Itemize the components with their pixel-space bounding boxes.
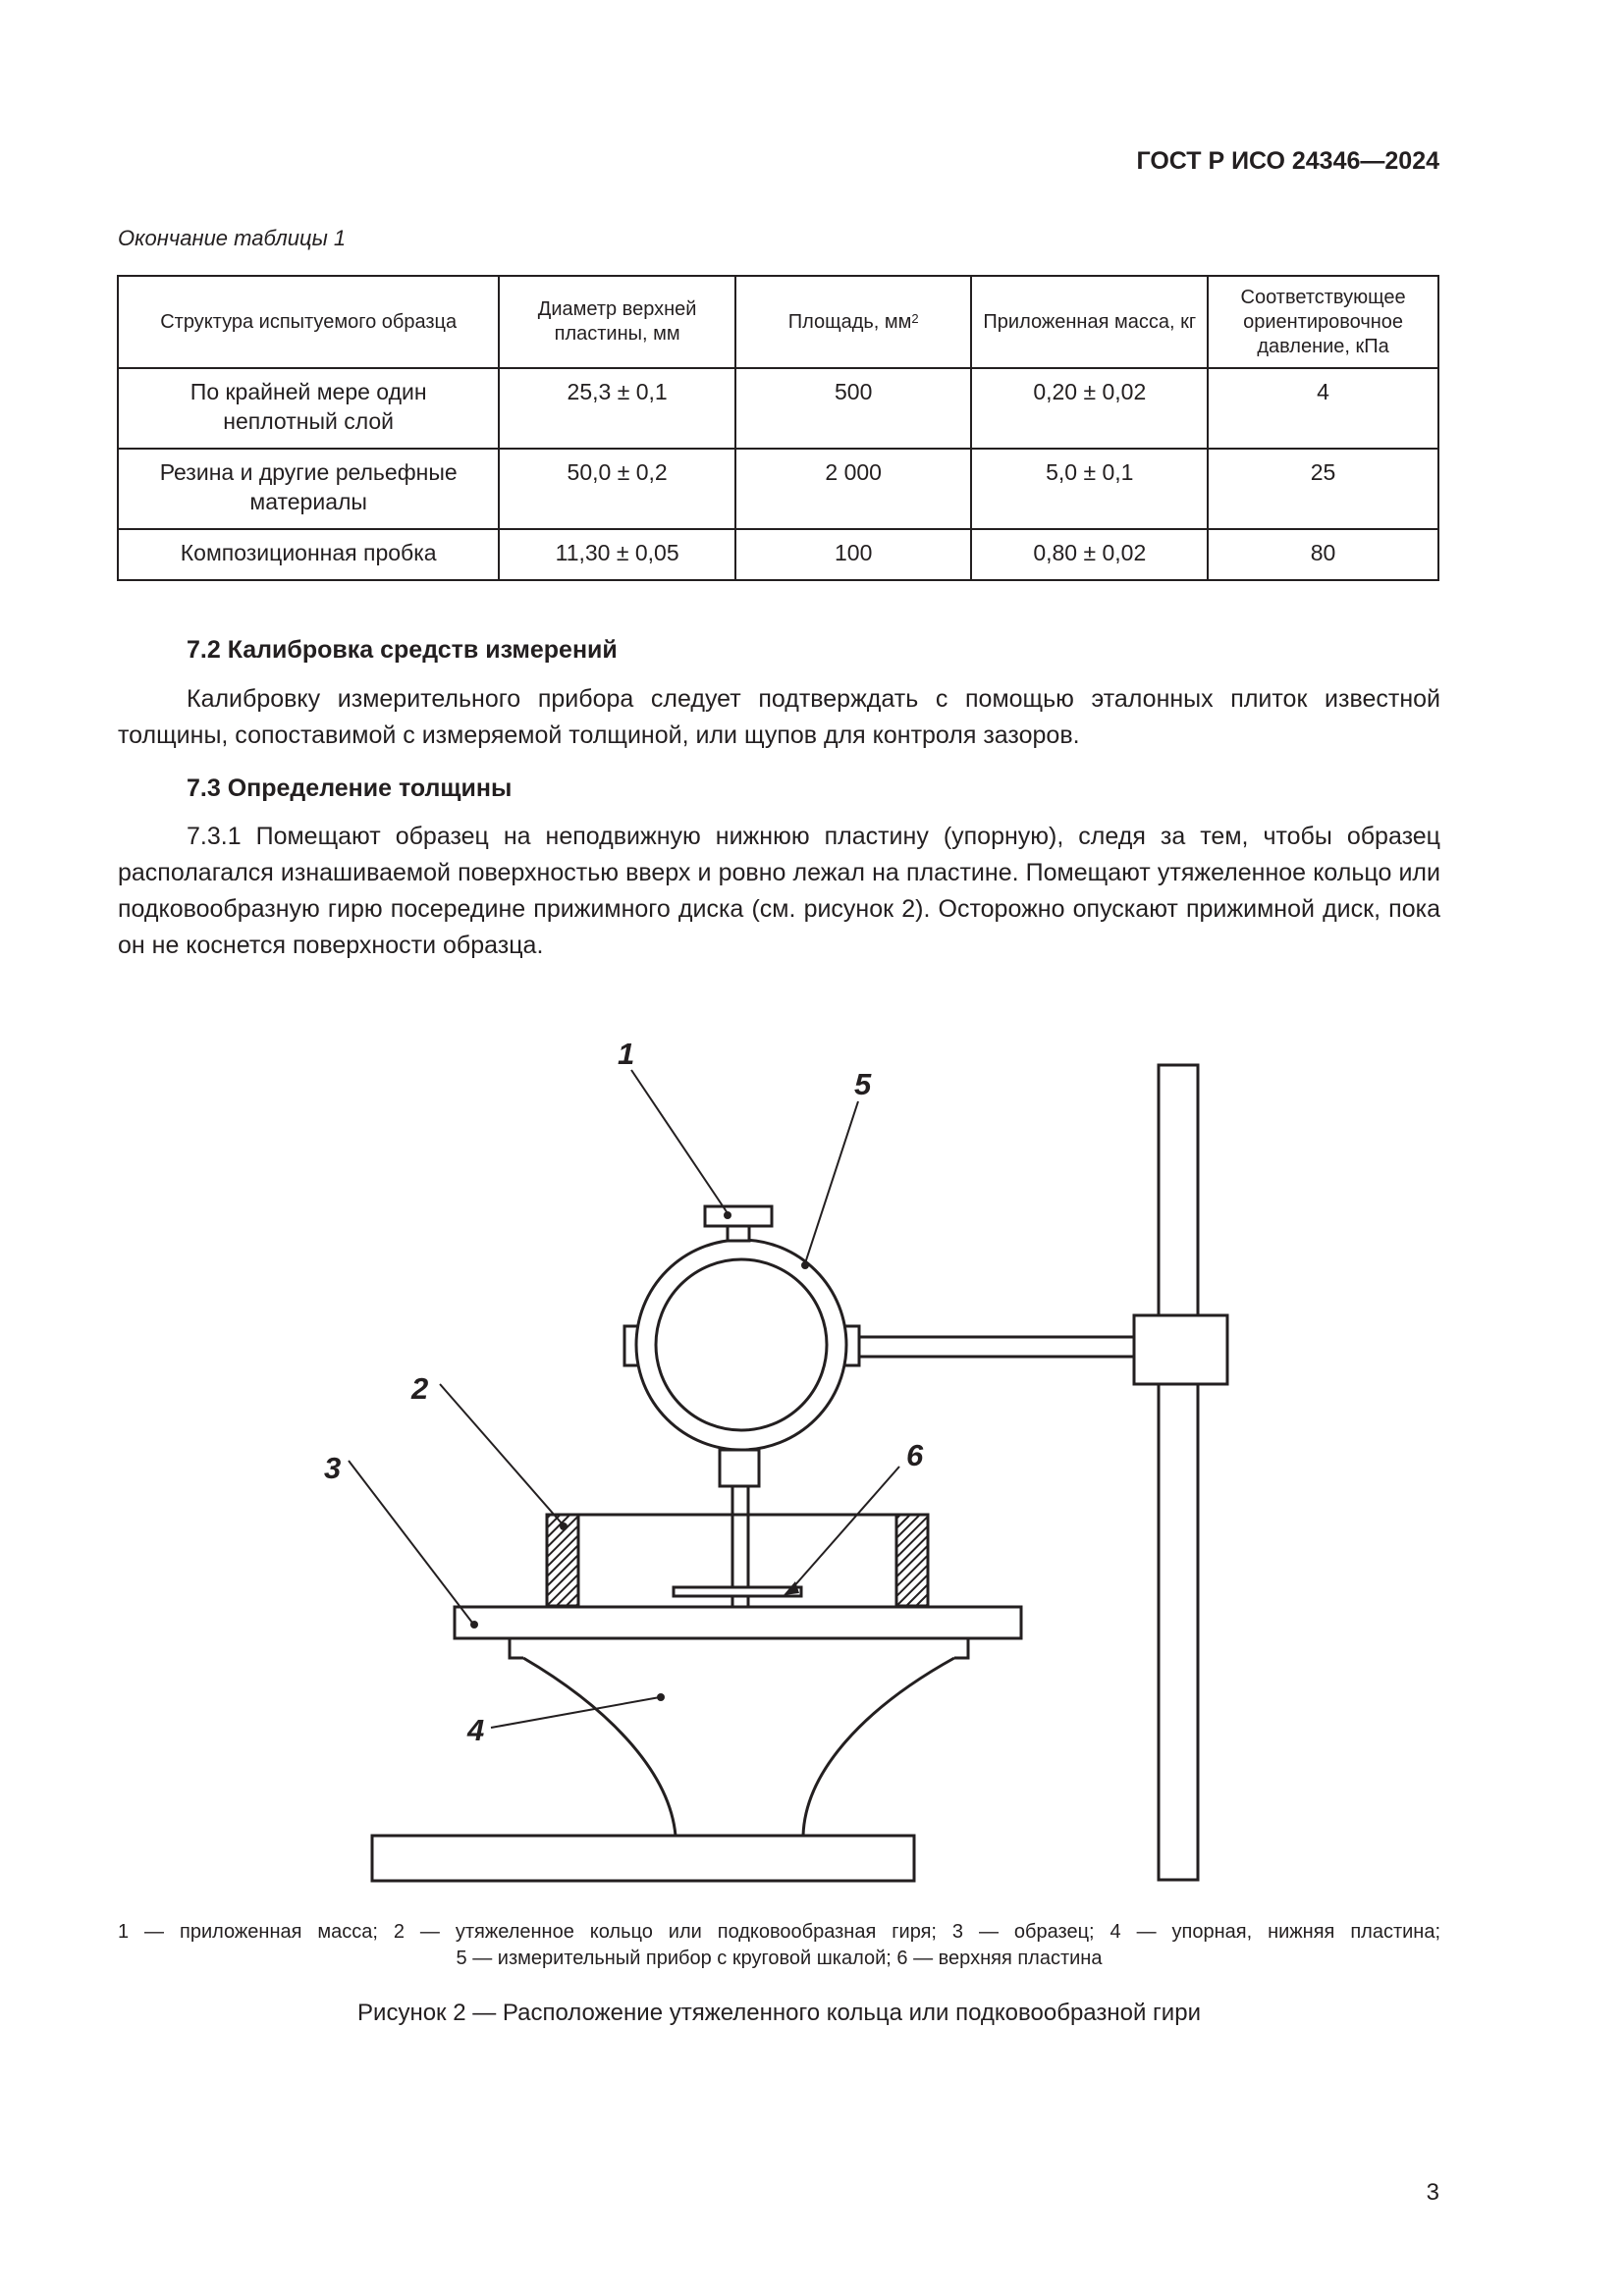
cell-area: 100	[735, 529, 972, 580]
section-7-3-heading: 7.3 Определение толщины	[187, 774, 513, 802]
top-button-cap	[705, 1206, 772, 1226]
cell-structure: Композиционная пробка	[118, 529, 499, 580]
callout-6: 6	[906, 1438, 924, 1472]
cell-pressure: 80	[1208, 529, 1438, 580]
dial-gauge-outer	[636, 1240, 846, 1450]
leader-dot-3	[470, 1621, 478, 1629]
header-mass: Приложенная масса, кг	[971, 276, 1208, 368]
cell-pressure: 4	[1208, 368, 1438, 449]
callout-3: 3	[324, 1451, 342, 1485]
anvil-plate	[455, 1607, 1021, 1638]
column-clamp	[1134, 1315, 1227, 1384]
figure-2-diagram	[295, 1021, 1237, 1904]
table-row	[118, 368, 1438, 449]
leader-3	[349, 1461, 472, 1623]
header-area-text: Площадь, мм	[787, 310, 912, 333]
leader-2	[440, 1384, 563, 1524]
base-plate	[372, 1836, 914, 1881]
top-plate	[674, 1587, 801, 1596]
section-7-3-1-text: 7.3.1 Помещают образец на неподвижную нижнюю пластину (упорную), следя за тем, чтобы образец располагался изнашиваемой поверхностью вверх и ровно лежал на пластине. Помещают утяжеленное кольцо или подковообразную гирю посередине прижимного диска (см. рисунок 2). Осторожно опускают прижимной диск, пока он не коснется поверхности образца.	[118, 823, 1440, 959]
cell-area: 2 000	[735, 449, 972, 529]
table-row	[118, 449, 1438, 529]
callout-5: 5	[854, 1067, 872, 1101]
leader-1	[631, 1070, 728, 1213]
callout-2: 2	[411, 1371, 429, 1406]
weighted-ring-right	[896, 1515, 928, 1606]
section-7-2-heading: 7.2 Калибровка средств измерений	[187, 636, 618, 664]
header-area-exponent: 2	[911, 310, 919, 326]
cell-diameter: 11,30 ± 0,05	[499, 529, 735, 580]
page-number: 3	[1426, 2179, 1439, 2206]
legend-line-2: 5 — измерительный прибор с круговой шкалой; 6 — верхняя пластина	[456, 1948, 1103, 1969]
leader-6	[792, 1467, 899, 1588]
callout-1: 1	[618, 1037, 635, 1071]
support-leg-right	[803, 1658, 954, 1836]
table-continuation-caption: Окончание таблицы 1	[118, 226, 347, 250]
leader-5	[805, 1101, 858, 1263]
cell-pressure: 25	[1208, 449, 1438, 529]
cell-structure: По крайней мере один неплотный слой	[118, 368, 499, 449]
cell-mass: 0,20 ± 0,02	[971, 368, 1208, 449]
table-header-row	[118, 276, 1438, 368]
support-flange-left	[510, 1638, 523, 1658]
leader-dot-5	[801, 1261, 809, 1269]
leader-dot-2	[560, 1522, 568, 1530]
top-button-stem	[728, 1226, 749, 1241]
cell-mass: 5,0 ± 0,1	[971, 449, 1208, 529]
specimen-table	[117, 275, 1439, 581]
cell-area: 500	[735, 368, 972, 449]
figure-legend	[118, 1919, 1440, 1972]
figure-caption: Рисунок 2 — Расположение утяжеленного кольца или подковообразной гири	[357, 2000, 1201, 2026]
table-row	[118, 529, 1438, 580]
section-7-2-text: Калибровку измерительного прибора следует подтверждать с помощью эталонных плиток известной толщины, сопоставимой с измеряемой толщиной, или щупов для контроля зазоров.	[118, 685, 1440, 749]
leader-dot-4	[657, 1693, 665, 1701]
stand-column	[1159, 1065, 1198, 1880]
header-structure: Структура испытуемого образца	[118, 276, 499, 368]
leader-4	[491, 1697, 660, 1728]
support-leg-left	[523, 1658, 676, 1836]
header-area	[735, 276, 972, 368]
callout-4: 4	[467, 1713, 485, 1747]
cell-diameter: 25,3 ± 0,1	[499, 368, 735, 449]
cell-structure: Резина и другие рельефные материалы	[118, 449, 499, 529]
document-header: ГОСТ Р ИСО 24346—2024	[1136, 147, 1439, 175]
header-pressure: Соответствующее ориентировочное давление, кПа	[1208, 276, 1438, 368]
leader-dot-1	[724, 1211, 731, 1219]
legend-line-1: 1 — приложенная масса; 2 — утяжеленное кольцо или подковообразная гиря; 3 — образец; 4 — упорная, нижняя пластина;	[118, 1921, 1440, 1943]
cell-diameter: 50,0 ± 0,2	[499, 449, 735, 529]
gauge-spindle	[732, 1486, 748, 1618]
support-flange-right	[954, 1638, 968, 1658]
header-diameter: Диаметр верхней пластины, мм	[499, 276, 735, 368]
cell-mass: 0,80 ± 0,02	[971, 529, 1208, 580]
gauge-stem-body	[720, 1450, 759, 1486]
horizontal-arm	[859, 1337, 1134, 1357]
